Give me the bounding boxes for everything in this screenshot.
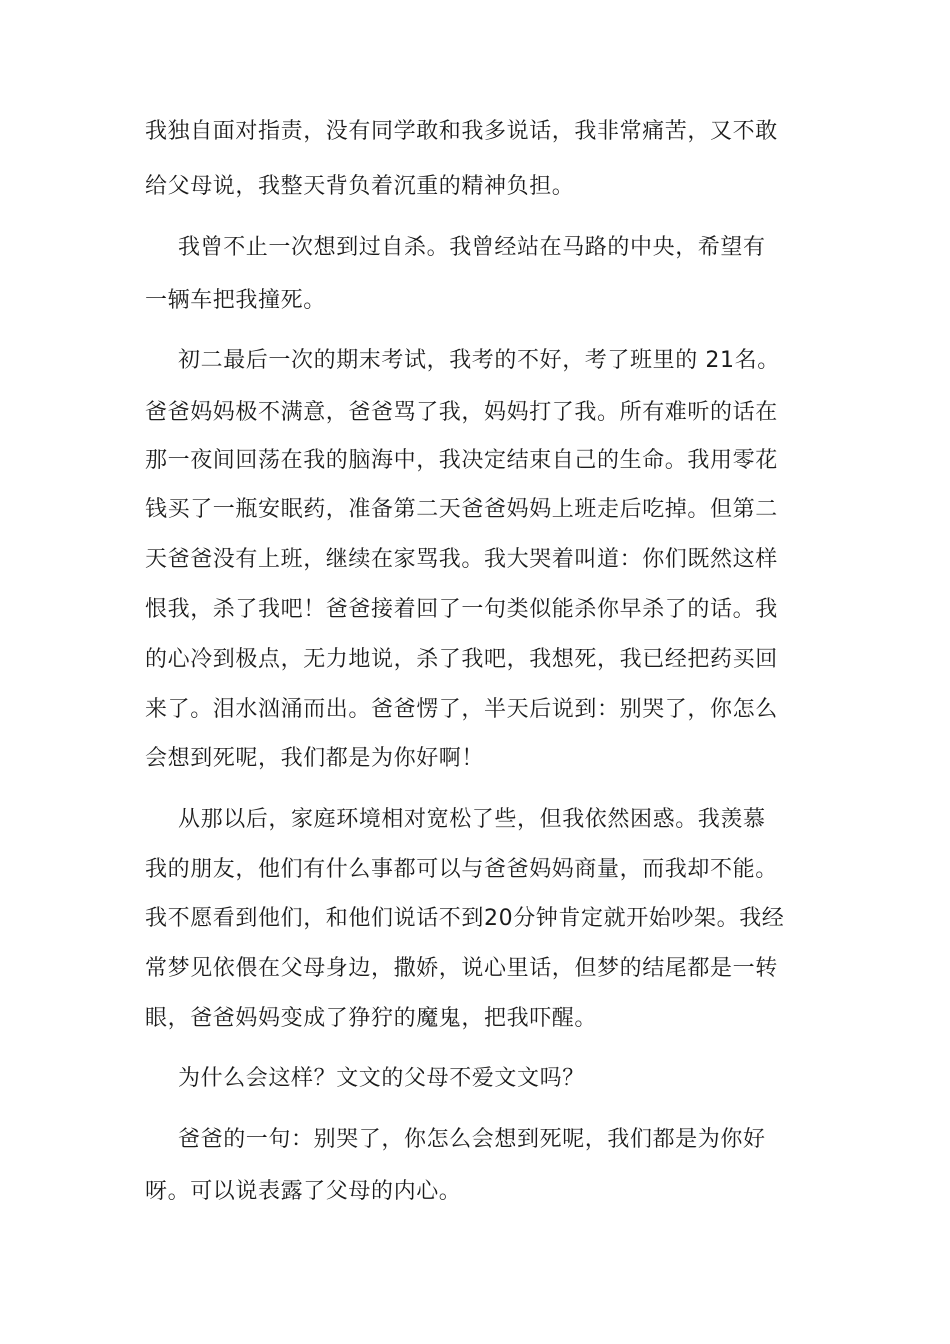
text-line: 的心冷到极点，无力地说，杀了我吧，我想死，我已经把药买回 [145, 647, 778, 672]
text-line: 从那以后，家庭环境相对宽松了些，但我依然困惑。我羡慕 [178, 807, 766, 832]
text-line: 给父母说，我整天背负着沉重的精神负担。 [145, 174, 575, 199]
text-line: 常梦见依偎在父母身边，撒娇，说心里话，但梦的结尾都是一转 [145, 956, 778, 981]
text-line: 天爸爸没有上班，继续在家骂我。我大哭着叫道：你们既然这样 [145, 547, 778, 572]
text-line: 眼，爸爸妈妈变成了狰狞的魔鬼，把我吓醒。 [145, 1006, 598, 1031]
text-line: 我的朋友，他们有什么事都可以与爸爸妈妈商量，而我却不能。 [145, 857, 778, 882]
text-line: 爸爸妈妈极不满意，爸爸骂了我，妈妈打了我。所有难听的话在 [145, 400, 778, 425]
text-line: 一辆车把我撞死。 [145, 288, 326, 313]
text-line: 恨我，杀了我吧！爸爸接着回了一句类似能杀你早杀了的话。我 [145, 597, 778, 622]
text-line: 那一夜间回荡在我的脑海中，我决定结束自己的生命。我用零花 [145, 448, 778, 473]
text-line: 我独自面对指责，没有同学敢和我多说话，我非常痛苦，又不敢 [145, 119, 778, 144]
text-line: 我曾不止一次想到过自杀。我曾经站在马路的中央，希望有 [178, 235, 766, 260]
text-line: 初二最后一次的期末考试，我考的不好，考了班里的 21名。 [178, 348, 780, 373]
text-line: 钱买了一瓶安眠药，准备第二天爸爸妈妈上班走后吃掉。但第二 [145, 497, 778, 522]
text-line: 呀。可以说表露了父母的内心。 [145, 1179, 462, 1204]
text-line: 爸爸的一句：别哭了，你怎么会想到死呢，我们都是为你好 [178, 1127, 766, 1152]
text-line: 为什么会这样？文文的父母不爱文文吗？ [178, 1066, 585, 1091]
text-line: 我不愿看到他们，和他们说话不到20分钟肯定就开始吵架。我经 [145, 906, 785, 931]
text-line: 会想到死呢，我们都是为你好啊！ [145, 746, 485, 771]
text-line: 来了。泪水汹涌而出。爸爸愣了，半天后说到：别哭了，你怎么 [145, 697, 778, 722]
